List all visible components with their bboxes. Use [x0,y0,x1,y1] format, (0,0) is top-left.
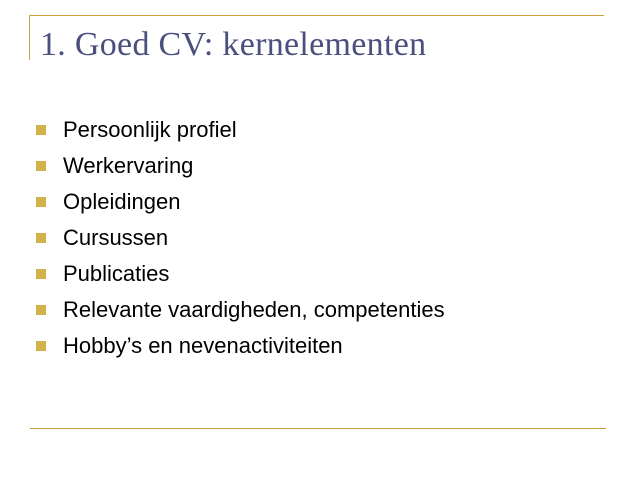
bullet-text: Hobby’s en nevenactiviteiten [63,333,343,358]
bullet-text: Publicaties [63,261,170,286]
bullet-text: Persoonlijk profiel [63,117,237,142]
list-item [36,184,445,220]
square-bullet-icon [36,269,46,279]
square-bullet-icon [36,341,46,351]
square-bullet-icon [36,233,46,243]
bullet-text: Relevante vaardigheden, competenties [63,297,445,322]
bullet-text: Werkervaring [63,153,194,178]
square-bullet-icon [36,161,46,171]
list-item [36,220,445,256]
slide-title: 1. Goed CV: kernelementen [40,26,427,63]
list-item [36,328,445,364]
bullet-text: Cursussen [63,225,169,250]
list-item [36,292,445,328]
list-item [36,256,445,292]
square-bullet-icon [36,197,46,207]
square-bullet-icon [36,305,46,315]
bullet-list [36,112,445,364]
square-bullet-icon [36,125,46,135]
bullet-text: Opleidingen [63,189,181,214]
list-item [36,112,445,148]
list-item [36,148,445,184]
top-divider [30,15,604,16]
title-left-divider [29,15,30,60]
bottom-divider [30,428,606,429]
